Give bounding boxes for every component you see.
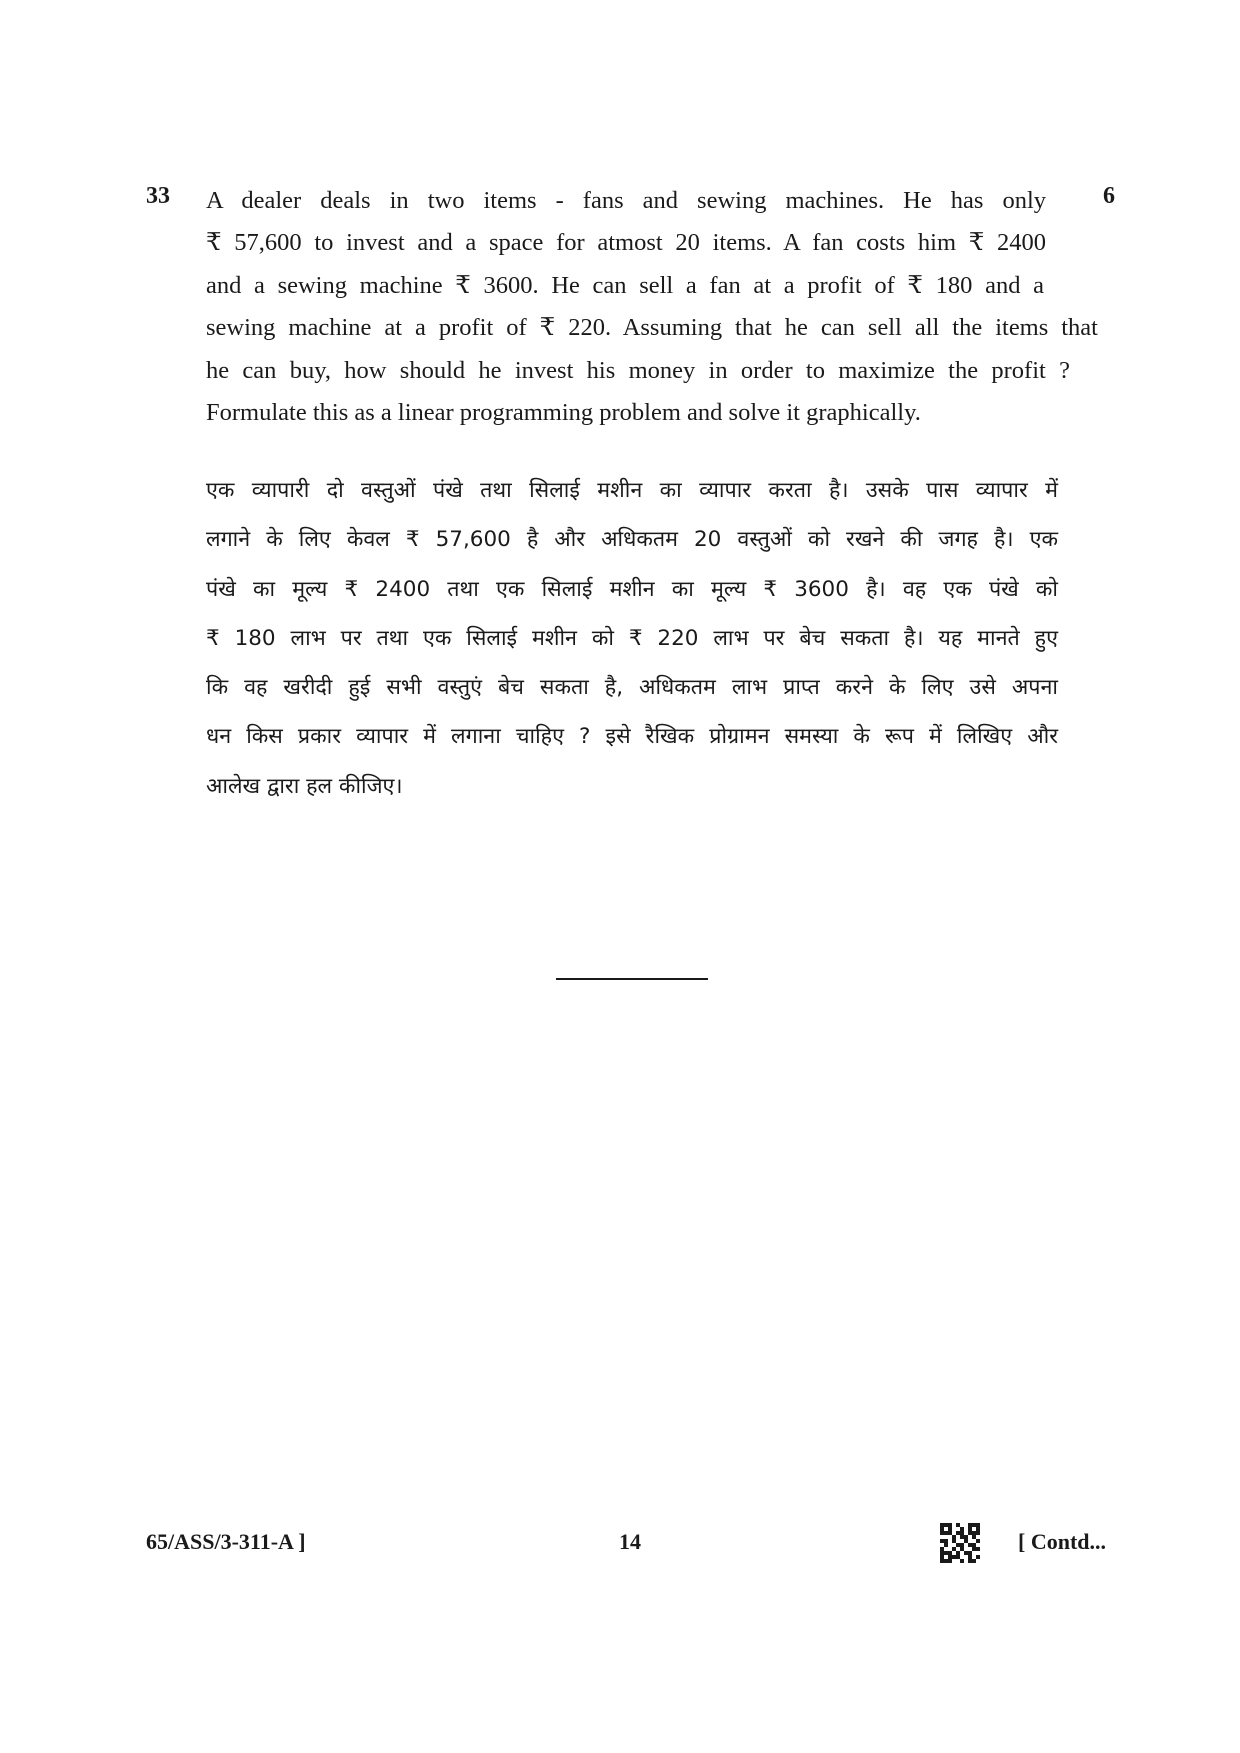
english-line: ₹ 57,600 to invest and a space for atmost 20 items. A fan costs him ₹ 2400 [206, 229, 1046, 257]
english-line: A dealer deals in two items - fans and sewing machines. He has only [206, 187, 1046, 214]
page-number: 14 [619, 1529, 641, 1554]
hindi-line: एक व्यापारी दो वस्तुओं पंखे तथा सिलाई मशीन का व्यापार करता है। उसके पास व्यापार में [206, 478, 1058, 503]
english-line: Formulate this as a linear programming problem and solve it graphically. [206, 398, 921, 426]
question-number: 33 [146, 183, 170, 209]
hindi-line: पंखे का मूल्य ₹ 2400 तथा एक सिलाई मशीन का मूल्य ₹ 3600 है। वह एक पंखे को [206, 576, 1058, 602]
qr-code-icon [940, 1523, 980, 1563]
english-line: and a sewing machine ₹ 3600. He can sell a fan at a profit of ₹ 180 and a [206, 271, 1044, 299]
english-line: he can buy, how should he invest his money in order to maximize the profit ? [206, 356, 1070, 384]
hindi-line: धन किस प्रकार व्यापार में लगाना चाहिए ? इसे रैखिक प्रोग्रामन समस्या के रूप में लिखिए और [206, 724, 1058, 750]
end-of-question-rule [556, 978, 708, 980]
hindi-line: लगाने के लिए केवल ₹ 57,600 है और अधिकतम 20 वस्तुओं को रखने की जगह है। एक [206, 527, 1058, 553]
question-marks: 6 [1103, 183, 1115, 209]
hindi-line: ₹ 180 लाभ पर तथा एक सिलाई मशीन को ₹ 220 लाभ पर बेच सकता है। यह मानते हुए [206, 625, 1058, 651]
english-line: sewing machine at a profit of ₹ 220. Assuming that he can sell all the items that [206, 314, 1098, 342]
question-text-hindi [206, 466, 1066, 811]
hindi-line: आलेख द्वारा हल कीजिए। [206, 773, 403, 799]
hindi-line: कि वह खरीदी हुई सभी वस्तुएं बेच सकता है, अधिकतम लाभ प्राप्त करने के लिए उसे अपना [206, 675, 1058, 701]
continued-marker: [ Contd... [1018, 1529, 1107, 1554]
question-text-english [206, 180, 1106, 434]
paper-code: 65/ASS/3-311-A ] [146, 1529, 306, 1554]
